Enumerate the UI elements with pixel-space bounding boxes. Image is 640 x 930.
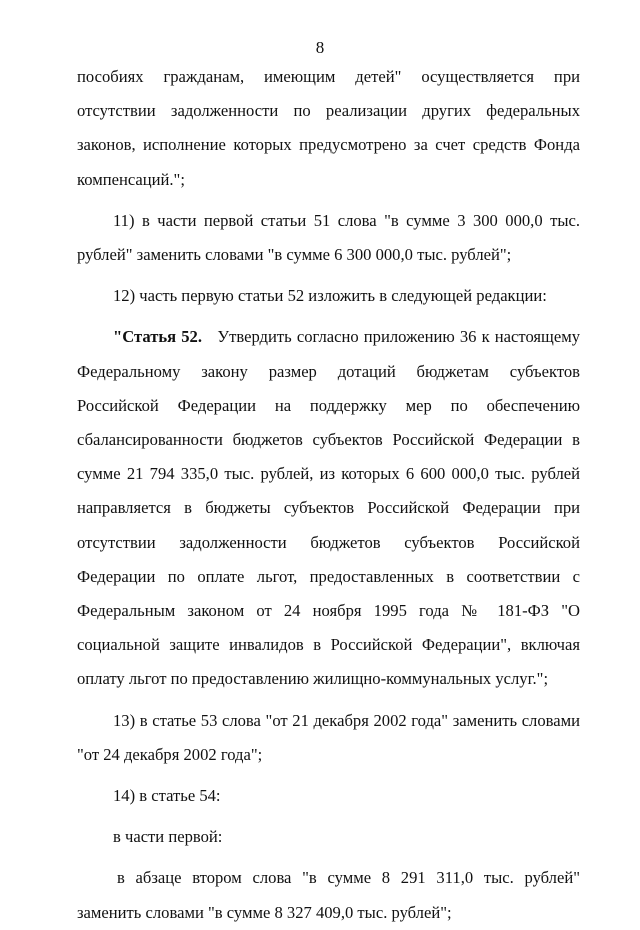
paragraph-part-one: в части первой:: [113, 827, 223, 847]
paragraph-item-14: 14) в статье 54:: [113, 786, 221, 806]
article-52-body: Утвердить согласно приложению 36 к настоящему Федеральному закону размер дотаций бюджетам субъектов Российской Федерации на поддержку мер по обеспечению сбалансированности бюджетов субъектов Российской Федерации в сумме 21 794 335,0 тыс. рублей, из которых 6 600 000,0 тыс. рублей направляется в бюджеты субъектов Российской Федерации при отсутствии задолженности бюджетов субъектов Российской Федерации по оплате льгот, предоставленных в соответствии с Федеральным законом от 24 ноября 1995 года № 181-ФЗ "О социальной защите инвалидов в Российской Федерации", включая оплату льгот по предоставлению жилищно-коммунальных услуг.";: [77, 327, 580, 689]
paragraph-item-12: 12) часть первую статьи 52 изложить в следующей редакции:: [113, 286, 547, 306]
page-number: 8: [315, 38, 325, 57]
paragraph-article-52: [77, 320, 580, 696]
document-body: [77, 60, 580, 930]
article-52-heading: "Статья 52.: [113, 327, 202, 347]
paragraph-item-11: 11) в части первой статьи 51 слова "в сумме 3 300 000,0 тыс. рублей" заменить словами "в сумме 6 300 000,0 тыс. рублей";: [77, 210, 580, 265]
paragraph-item-13: 13) в статье 53 слова "от 21 декабря 2002 года" заменить словами "от 24 декабря 2002 года";: [77, 710, 580, 764]
paragraph-continuation: пособиях гражданам, имеющим детей" осуществляется при отсутствии задолженности по реализации других федеральных законов, исполнение которых предусмотрено за счет средств Фонда компенсаций.";: [77, 67, 580, 189]
paragraph-second-clause: в абзаце втором слова "в сумме 8 291 311,0 тыс. рублей" заменить словами "в сумме 8 327 409,0 тыс. рублей";: [77, 868, 580, 922]
